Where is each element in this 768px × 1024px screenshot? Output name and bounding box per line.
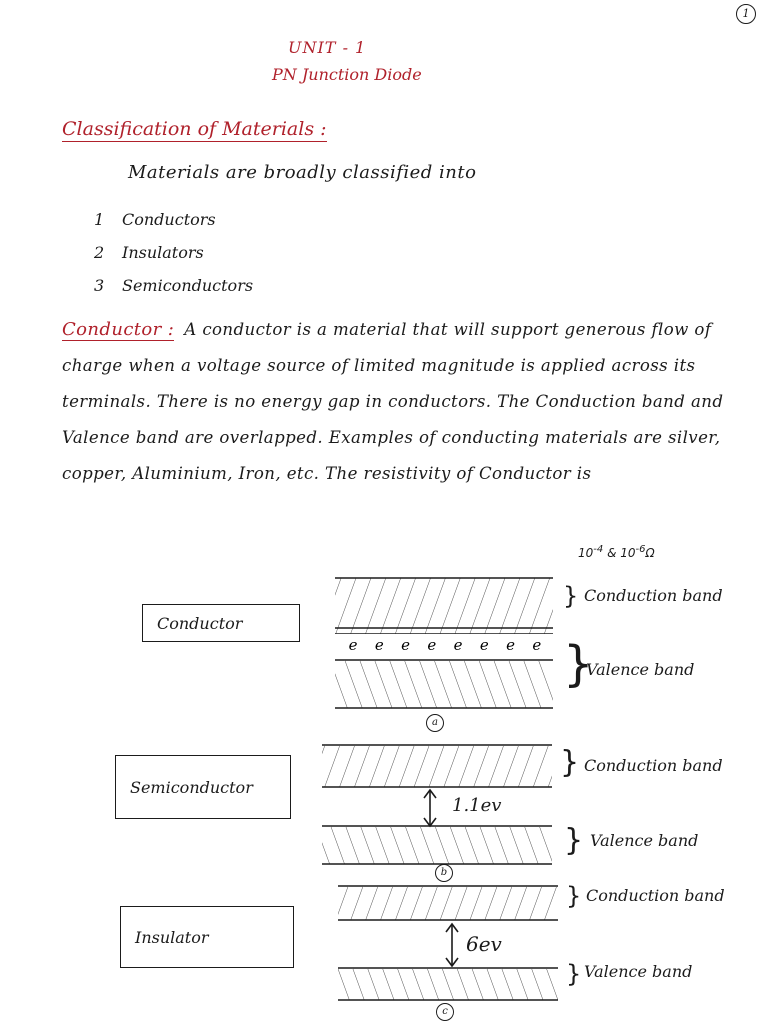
valence-band-b xyxy=(322,826,552,864)
unit-title: UNIT - 1 xyxy=(288,38,367,57)
conduction-band-a xyxy=(335,578,553,634)
conduction-band-c xyxy=(338,886,558,920)
conduction-band-label-a: Conduction band xyxy=(584,586,723,605)
brace-icon: } xyxy=(563,582,579,610)
page-number: 1 xyxy=(736,4,756,24)
electron: e xyxy=(532,636,542,654)
insulator-diagram xyxy=(338,886,558,1000)
electron: e xyxy=(453,636,463,654)
valence-band-label-b: Valence band xyxy=(590,831,699,850)
conductor-term: Conductor : xyxy=(62,319,175,340)
conduction-band-b xyxy=(322,745,552,787)
chapter-title: PN Junction Diode xyxy=(272,65,422,84)
valence-band-a xyxy=(335,660,553,708)
insulator-box: Insulator xyxy=(120,906,294,968)
semiconductor-box: Semiconductor xyxy=(115,755,291,819)
brace-icon: } xyxy=(566,960,582,988)
conduction-band-label-b: Conduction band xyxy=(584,756,723,775)
figure-label-a: a xyxy=(426,714,444,732)
conductor-box: Conductor xyxy=(142,604,300,642)
brace-icon: } xyxy=(566,882,582,910)
valence-band-label-a: Valence band xyxy=(586,660,695,679)
valence-band-c xyxy=(338,968,558,1000)
figure-label-c: c xyxy=(436,1003,454,1021)
electron: e xyxy=(374,636,384,654)
electron: e xyxy=(506,636,516,654)
electron: e xyxy=(427,636,437,654)
brace-icon: } xyxy=(560,745,580,780)
classification-heading: Classification of Materials : xyxy=(62,118,327,140)
classification-intro: Materials are broadly classified into xyxy=(128,162,477,183)
brace-icon: } xyxy=(563,636,594,692)
list-item: 2 Insulators xyxy=(94,243,204,262)
figure-label-b: b xyxy=(435,864,453,882)
list-item: 1 Conductors xyxy=(94,210,216,229)
electron: e xyxy=(401,636,411,654)
conduction-band-label-c: Conduction band xyxy=(586,886,725,905)
semiconductor-diagram xyxy=(322,745,552,864)
conductor-definition: A conductor is a material that will support generous flow of charge when a voltage source of limited magnitude is applied across its terminals. There is no energy gap in conductors. The Conduction band and Valence band are overlapped. Examples of conducting materials are silver, copper, Aluminium, Iron, etc. The resistivity of Conductor is xyxy=(62,320,724,483)
energy-gap-label-c: 6ev xyxy=(466,932,502,956)
resistivity-value: $10^{-4}$ & $10^{-6}\Omega$ xyxy=(578,544,655,560)
brace-icon: } xyxy=(564,823,584,858)
electron-row xyxy=(340,636,550,654)
valence-band-label-c: Valence band xyxy=(584,962,693,981)
energy-gap-label-b: 1.1ev xyxy=(452,795,502,816)
electron: e xyxy=(479,636,489,654)
electron: e xyxy=(348,636,358,654)
list-item: 3 Semiconductors xyxy=(94,276,254,295)
